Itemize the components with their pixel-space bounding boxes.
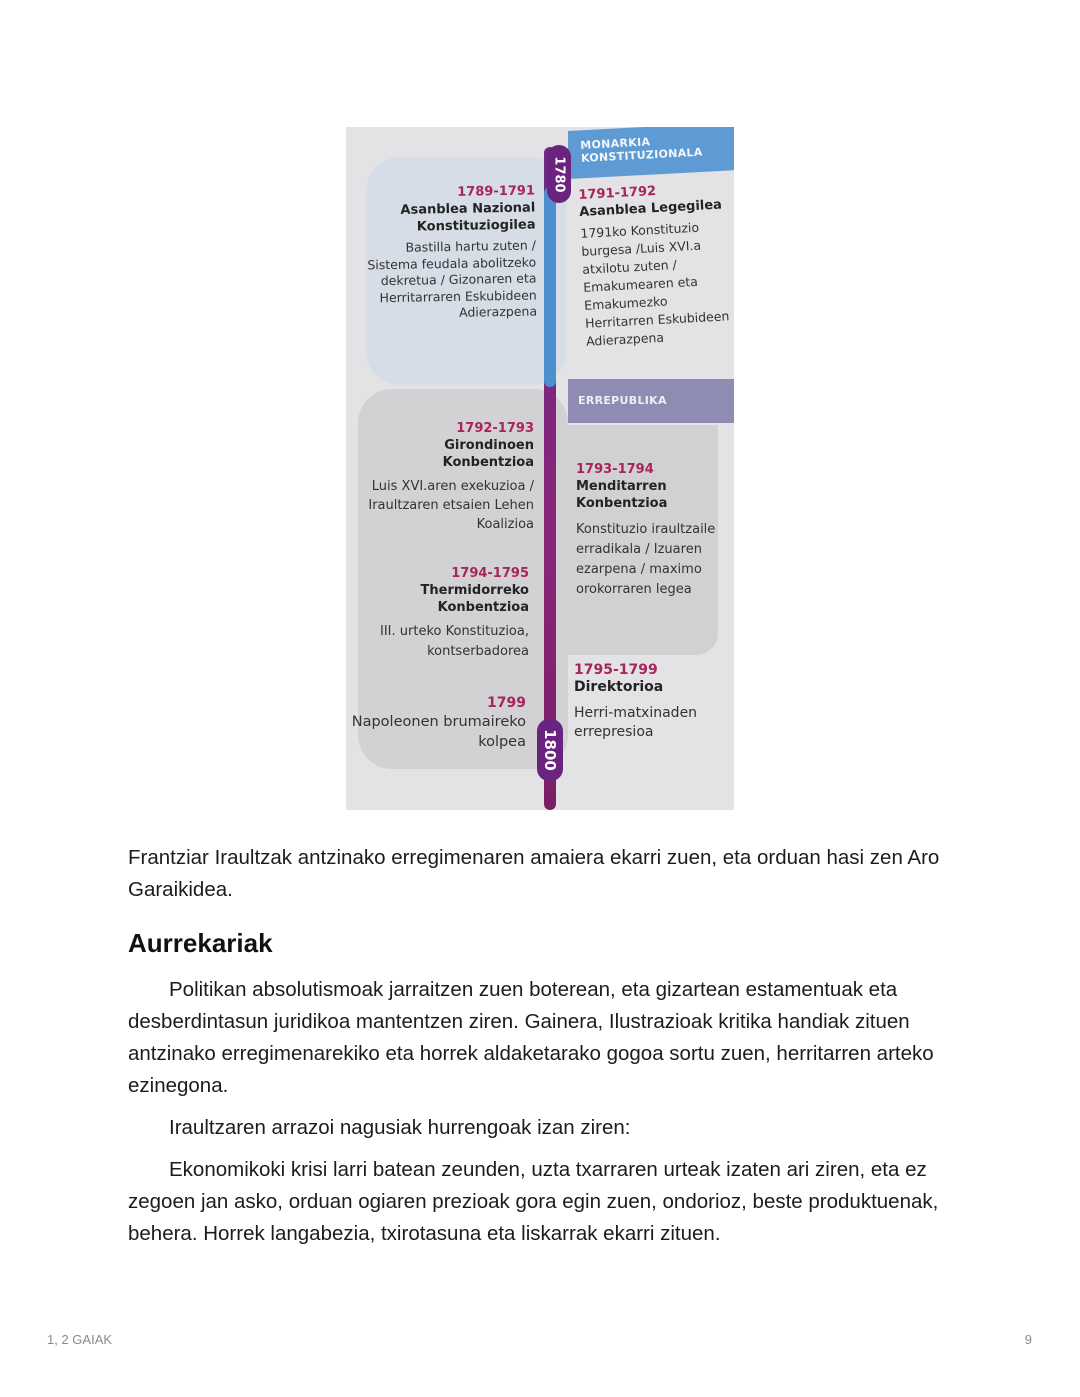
entry-years: 1799 [487, 695, 526, 711]
timeline-entry [576, 461, 726, 600]
entry-years: 1789-1791 [457, 183, 536, 200]
entry-title: Direktorioa [574, 679, 664, 695]
timeline-figure [346, 127, 734, 810]
timeline-entry [346, 695, 526, 752]
page-number: 9 [1024, 1332, 1032, 1347]
timeline-entry [349, 420, 534, 534]
entry-years: 1793-1794 [576, 462, 654, 477]
timeline-entry [346, 565, 529, 662]
entry-title: Menditarren Konbentzioa [576, 479, 668, 511]
entry-years: 1794-1795 [451, 566, 529, 581]
republic-band-label: ERREPUBLIKA [578, 394, 667, 407]
entry-description: Konstituzio iraultzaile erradikala / Izuaren ezarpena / maximo orokorraren legea [576, 522, 716, 597]
entry-title: Asanblea Legegilea [578, 197, 723, 220]
entry-description: Luis XVI.aren exekuzioa / Iraultzaren etsaien Lehen Koalizioa [368, 479, 534, 532]
entry-title: Girondinoen Konbentzioa [442, 438, 534, 470]
section-heading: Aurrekariak [128, 928, 273, 958]
entry-description: 1791ko Konstituzio burgesa /Luis XVI.a atxilotu zuten / Emakumearen eta Emakumezko Herritarren Eskubideen Adierazpena [580, 219, 730, 349]
timeline-entry [360, 182, 537, 323]
year-start-marker: 1780 [547, 145, 571, 203]
timeline-entry [574, 662, 724, 742]
body-paragraph: Ekonomikoki krisi larri batean zeunden, uzta txarraren urteak izaten ari ziren, eta ez zegoen jan asko, orduan ogiaren prezioak gora egin zuen, ondorioz, beste produktuenak, behera. Horrek langabezia, txirotasuna eta liskarrak ekarri zituen. [128, 1158, 939, 1245]
entry-years: 1792-1793 [456, 421, 534, 436]
monarchy-band-label: MONARKIA KONSTITUZIONALA [580, 135, 703, 165]
body-paragraph: Politikan absolutismoak jarraitzen zuen boterean, eta gizartean estamentuak eta desberdintasun juridikoa mantentzen ziren. Gainera, Ilustrazioak kritika handiak zituen antzinako erregimenarekiko eta horrek aldaketarako gogoa sortu zuen, herritarren arteko ezinegona. [128, 978, 934, 1097]
entry-years: 1791-1792 [578, 183, 657, 203]
entry-years: 1795-1799 [574, 662, 658, 678]
entry-description: Bastilla hartu zuten / Sistema feudala abolitzeko dekretua / Gizonaren eta Herritarraren Eskubideen Adierazpena [367, 237, 538, 320]
entry-description: III. urteko Konstituzioa, kontserbadorea [380, 624, 529, 659]
footer-section-label: 1, 2 GAIAK [47, 1332, 113, 1347]
entry-description: Herri-matxinaden errepresioa [574, 705, 698, 740]
body-paragraph: Iraultzaren arrazoi nagusiak hurrengoak izan ziren: [169, 1116, 631, 1139]
intro-paragraph: Frantziar Iraultzak antzinako erregimenaren amaiera ekarri zuen, eta orduan hasi zen Aro Garaikidea. [128, 846, 940, 901]
timeline-entry [578, 179, 734, 351]
timeline-axis-monarchy [544, 187, 556, 387]
year-end-marker: 1800 [537, 719, 563, 781]
entry-title: Asanblea Nazional Konstituziogilea [400, 200, 536, 235]
entry-description: Napoleonen brumaireko kolpea [351, 714, 526, 750]
entry-title: Thermidorreko Konbentzioa [420, 583, 529, 615]
